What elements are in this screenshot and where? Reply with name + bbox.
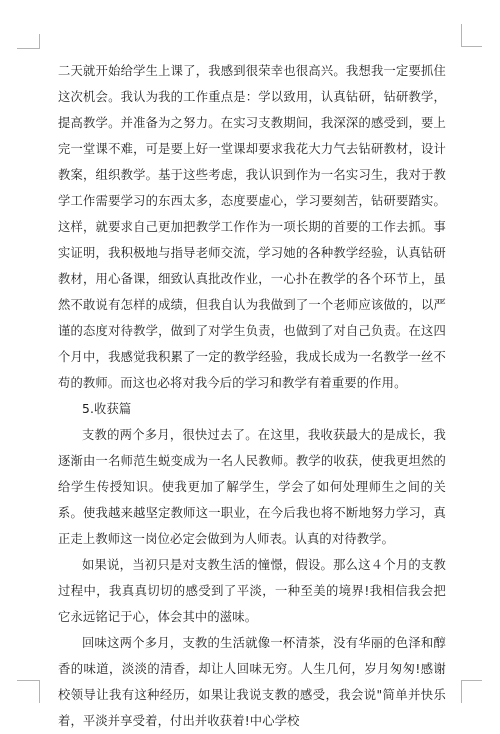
- crop-mark-bottom-left: [17, 680, 40, 703]
- crop-mark-top-right: [461, 24, 482, 47]
- crop-mark-bottom-right: [461, 680, 482, 703]
- paragraph-plainness: 如果说，当初只是对支教生活的憧憬，假设。那么这４个月的支教过程中，我真真切切的感受到了平淡，一种至美的境界!我相信我会把它永远铭记于心，体会其中的滋味。: [58, 558, 446, 624]
- section-heading-harvest: 5.收获篇: [82, 402, 132, 416]
- paragraph-teaching-reflection: 二天就开始给学生上课了，我感到很荣幸也很高兴。我想我一定要抓住这次机会。我认为我的工作重点是：学以致用，认真钻研，钻研教学，提高教学。并准备为之努力。在实习支教期间，我深深的感受到，要上完一堂课不难，可是要上好一堂课却要求我花大力气去钻研教材，设计教案，组织教学。基于这些考虑，我认识到作为一名实习生，我对于教学工作需要学习的东西太多，态度要虚心，学习要刻苦，钻研要踏实。这样，就要求自己更加把教学工作作为一项长期的首要的工作去抓。事实证明，我积极地与指导老师交流，学习她的各种教学经验，认真钻研教材，用心备课，细致认真批改作业，一心扑在教学的各个环节上，虽然不敢说有怎样的成绩，但我自认为我做到了一个老师应该做的，以严谨的态度对待教学，做到了对学生负责，也做到了对自己负责。在这四个月中，我感觉我积累了一定的教学经验，我成长成为一名教学一丝不苟的教师。而这也必将对我今后的学习和教学有着重要的作用。: [58, 64, 446, 390]
- document-body: [58, 58, 446, 734]
- paragraph-growth: 支教的两个多月，很快过去了。在这里，我收获最大的是成长，我逐渐由一名师范生蜕变成为一名人民教师。教学的收获，使我更坦然的给学生传授知识。使我更加了解学生，学会了如何处理师生之间的关系。使我越来越坚定教师这一职业，在今后我也将不断地努力学习，真正走上教师这一岗位必定会做到为人师表。认真的对待教学。: [58, 428, 446, 546]
- paragraph-aftertaste: 回味这两个多月，支教的生活就像一杯清茶，没有华丽的色泽和醇香的味道，淡淡的清香，却让人回味无穷。人生几何，岁月匆匆!感谢校领导让我有这种经历，如果让我说支教的感受，我会说"简单并快乐着，平淡并享受着，付出并收获着!中心学校: [58, 636, 446, 728]
- crop-mark-top-left: [17, 34, 40, 49]
